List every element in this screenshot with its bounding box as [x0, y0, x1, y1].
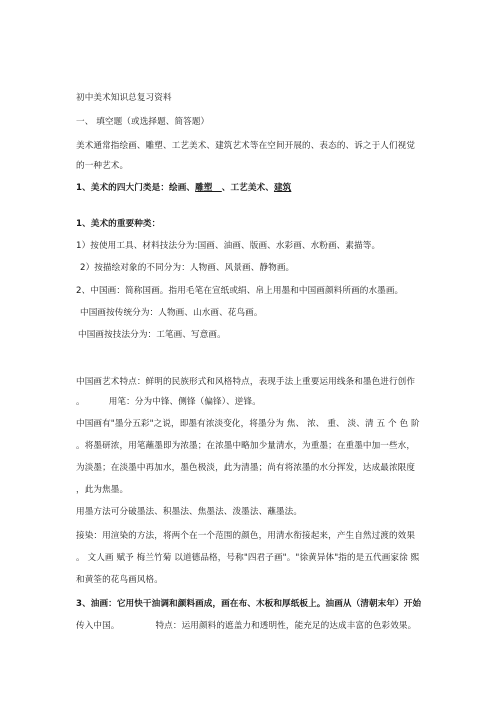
feature-period: 。: [76, 397, 85, 407]
doc-title: 初中美术知识总复习资料: [76, 93, 172, 103]
feature-line-2: [76, 396, 261, 408]
oil-features: 特点：运用颜料的遮盖力和透明性，能充足的达成丰富的色彩效果。: [155, 621, 417, 631]
ink-line-3: 为淡墨；在淡墨中再加水，墨色极淡，此为清墨；尚有将浓墨的水分挥发，达成最浓限度: [76, 463, 416, 473]
q1-prefix: 1、美术的四大门类是：绘画、: [76, 183, 196, 193]
chinese-painting-traditional: 中国画按传统分为：人物画、山水画、花鸟画。: [80, 308, 263, 318]
q1-answer-sculpture: 雕塑: [195, 183, 213, 193]
chinese-painting-technique: 中国画按技法分为：工笔画、写意画。: [78, 330, 226, 340]
oil-line-2: [76, 620, 416, 632]
wash-line-1: 接染：用渲染的方法，将两个在一个范围的颜色，用清水衔接起来，产生自然过渡的效果: [76, 531, 416, 541]
question-categories: [76, 182, 291, 194]
ink-methods: 用墨方法可分破墨法、积墨法、焦墨法、泼墨法、蘸墨法。: [76, 507, 303, 517]
types-heading: 1、美术的重要种类：: [76, 219, 161, 229]
q1-middle: 、工艺美术、: [221, 183, 274, 193]
wash-line-2: 。 文人画 赋予 梅兰竹菊 以道德品格，号称"四君子画"。"徐黄异体"指的是五代画家徐 熙: [76, 553, 420, 563]
section-heading: 一、 填空题（或选择题、简答题）: [76, 117, 210, 127]
wash-line-3: 和黄筌的花鸟画风格。: [76, 575, 163, 585]
intro-line-2: 的一种艺术。: [76, 161, 129, 171]
types-item-1: 1）按使用工具、材料技法分为:国画、油画、版画、水彩画、水粉画、素描等。: [76, 241, 381, 251]
intro-line-1: 美术通常指绘画、雕塑、工艺美术、建筑艺术等在空间开展的、表态的、诉之于人们视觉: [76, 141, 416, 151]
ink-line-1: 中国画有"墨分五彩"之说，即墨有浓淡变化，将墨分为 焦、 浓、 重、 淡、清 五 个 色 阶: [76, 419, 420, 429]
oil-line-1: 3、油画：它用快干油调和颜料画成，画在布、木板和厚纸板上。油画从（清朝末年）开始: [76, 599, 422, 609]
chinese-painting-def: 2、中国画：简称国画。指用毛笔在宣纸或绢、帛上用墨和中国画颜料所画的水墨画。: [76, 286, 404, 296]
q1-blank-1: [213, 183, 222, 193]
ink-line-4: ，此为焦墨。: [76, 485, 129, 495]
types-item-2: 2）按描绘对象的不同分为：人物画、风景画、静物画。: [80, 263, 295, 273]
ink-line-2: 。将墨研浓，用笔蘸墨即为浓墨；在浓墨中略加少量清水，为重墨；在重墨中加一些水，: [76, 441, 416, 451]
feature-line-1: 中国画艺术特点：鲜明的民族形式和风格特点，表现手法上重要运用线条和墨色进行创作: [76, 377, 416, 387]
brush-methods: 用笔：分为中锋、侧锋（偏锋）、逆锋。: [108, 397, 261, 407]
q1-answer-architecture: 建筑: [273, 183, 292, 193]
oil-intro: 传入中国。: [76, 621, 120, 631]
